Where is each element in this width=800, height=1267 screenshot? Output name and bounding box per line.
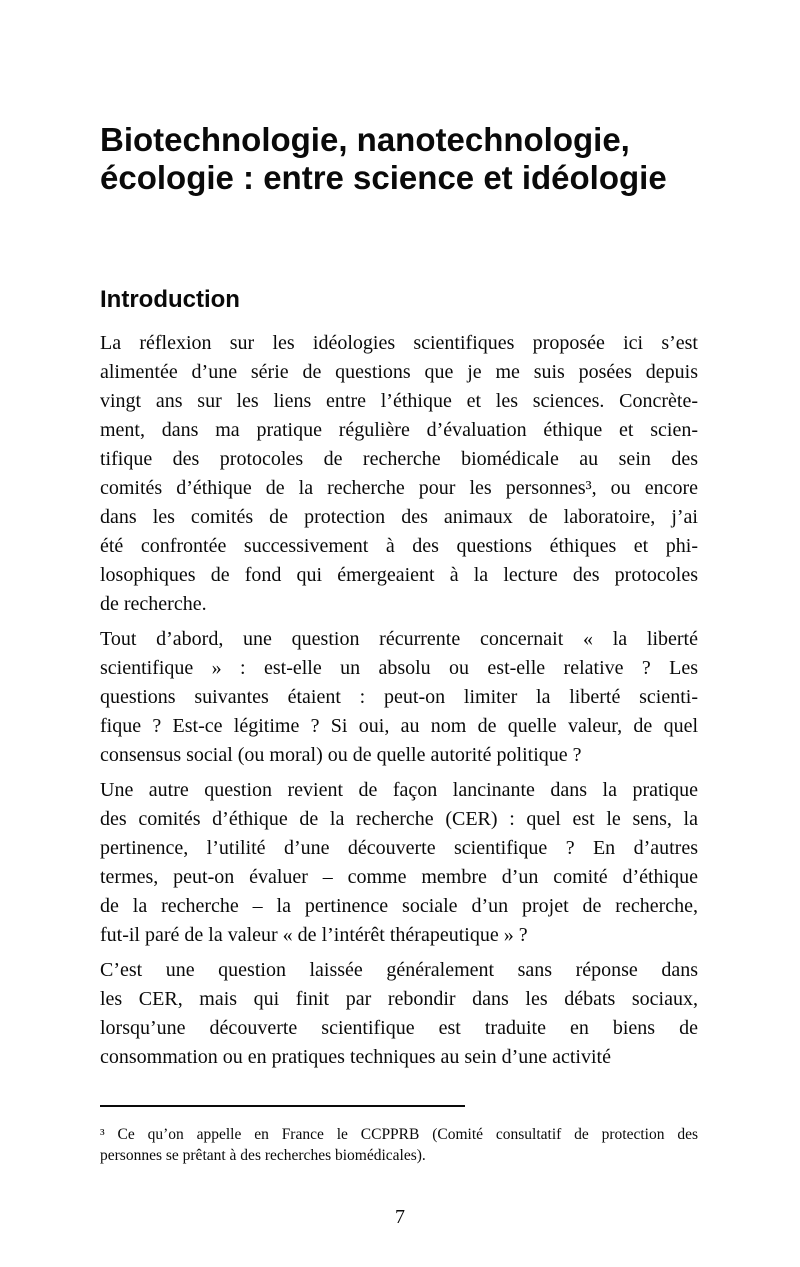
footnote-line: personnes se prêtant à des recherches biomédicales). — [100, 1147, 426, 1164]
text-line: vingt ans sur les liens entre l’éthique et les sciences. Concrète- — [100, 390, 698, 412]
text-line: fique ? Est-ce légitime ? Si oui, au nom de quelle valeur, de quel — [100, 715, 698, 737]
text-line: ment, dans ma pratique régulière d’évaluation éthique et scien- — [100, 419, 698, 441]
text-line: des comités d’éthique de la recherche (CER) : quel est le sens, la — [100, 808, 698, 830]
section-heading-introduction: Introduction — [100, 286, 240, 313]
text-line: de la recherche – la pertinence sociale d’un projet de recherche, — [100, 895, 698, 917]
text-line: de recherche. — [100, 593, 207, 615]
page-title — [100, 121, 700, 197]
text-line: consommation ou en pratiques techniques au sein d’une activité — [100, 1046, 611, 1068]
text-line: lorsqu’une découverte scientifique est traduite en biens de — [100, 1017, 698, 1039]
text-line: La réflexion sur les idéologies scientifiques proposée ici s’est — [100, 332, 698, 354]
page-title-line-2: écologie : entre science et idéologie — [100, 159, 667, 196]
text-line: consensus social (ou moral) ou de quelle autorité politique ? — [100, 744, 582, 766]
text-line: été confrontée successivement à des questions éthiques et phi- — [100, 535, 698, 557]
body-text — [100, 329, 698, 1078]
text-line: Une autre question revient de façon lancinante dans la pratique — [100, 779, 698, 801]
footnote-line: ³ Ce qu’on appelle en France le CCPPRB (Comité consultatif de protection des — [100, 1126, 698, 1143]
text-line: scientifique » : est-elle un absolu ou est-elle relative ? Les — [100, 657, 698, 679]
paragraph — [100, 329, 698, 619]
text-line: Tout d’abord, une question récurrente concernait « la liberté — [100, 628, 698, 650]
text-line: tifique des protocoles de recherche biomédicale au sein des — [100, 448, 698, 470]
paragraph — [100, 625, 698, 770]
text-line: les CER, mais qui finit par rebondir dans les débats sociaux, — [100, 988, 698, 1010]
text-line: dans les comités de protection des animaux de laboratoire, j’ai — [100, 506, 698, 528]
footnote-separator-rule — [100, 1105, 465, 1107]
page-title-line-1: Biotechnologie, nanotechnologie, — [100, 121, 630, 158]
page-number: 7 — [395, 1206, 405, 1228]
paragraph — [100, 776, 698, 950]
text-line: losophiques de fond qui émergeaient à la lecture des protocoles — [100, 564, 698, 586]
text-line: alimentée d’une série de questions que je me suis posées depuis — [100, 361, 698, 383]
text-line: pertinence, l’utilité d’une découverte scientifique ? En d’autres — [100, 837, 698, 859]
text-line: termes, peut-on évaluer – comme membre d’un comité d’éthique — [100, 866, 698, 888]
footnote — [100, 1124, 698, 1166]
text-line: questions suivantes étaient : peut-on limiter la liberté scienti- — [100, 686, 698, 708]
text-line: comités d’éthique de la recherche pour les personnes³, ou encore — [100, 477, 698, 499]
paragraph — [100, 956, 698, 1072]
text-line: C’est une question laissée généralement sans réponse dans — [100, 959, 698, 981]
text-line: fut-il paré de la valeur « de l’intérêt thérapeutique » ? — [100, 924, 528, 946]
